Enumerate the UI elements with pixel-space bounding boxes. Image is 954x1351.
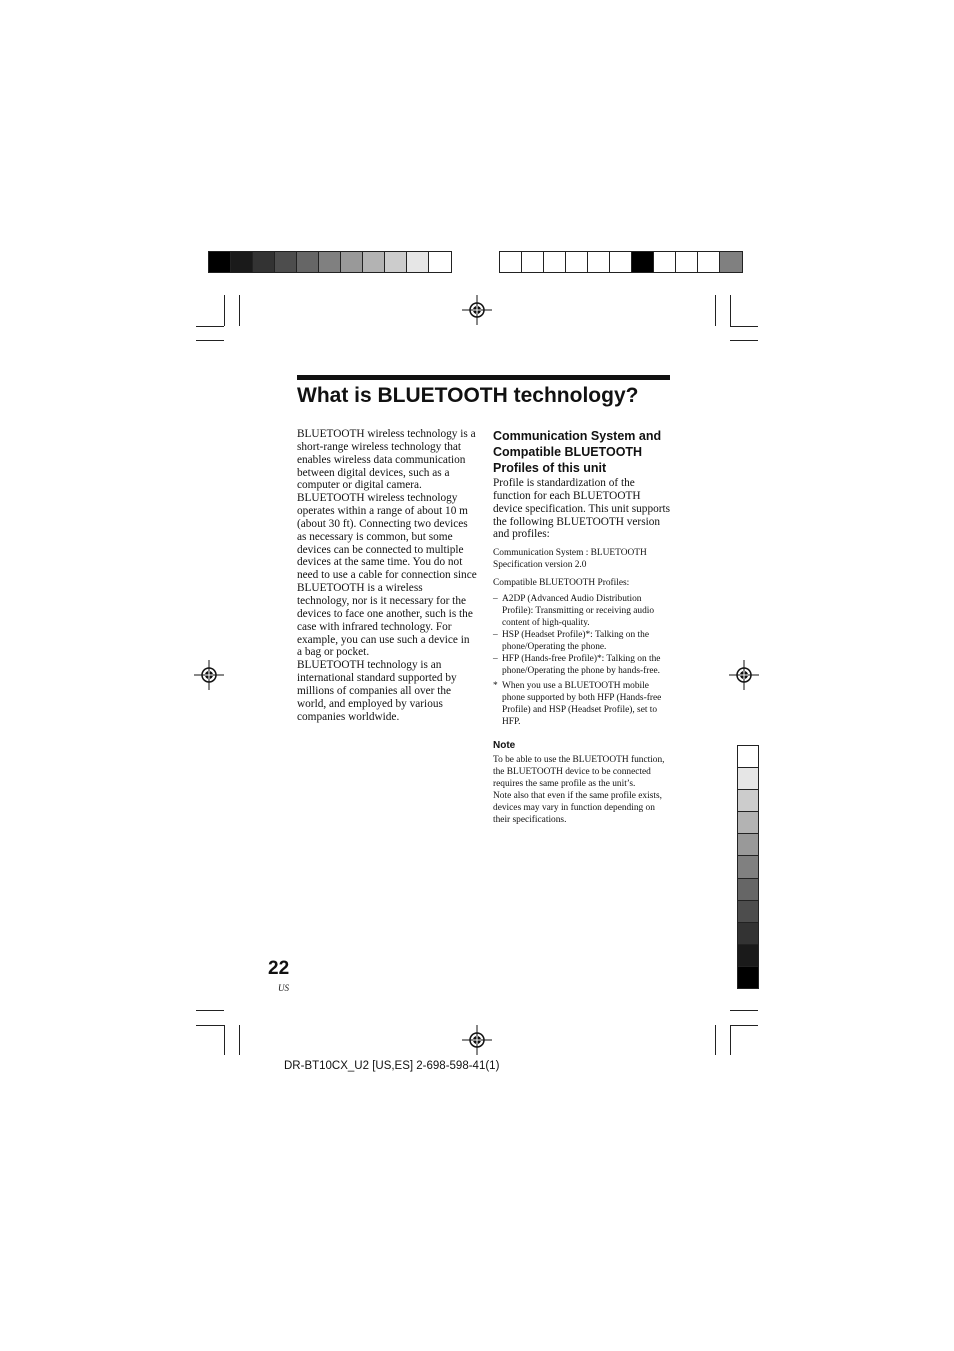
crop-mark — [730, 340, 758, 341]
swatch — [632, 252, 654, 272]
registration-mark-icon — [462, 1025, 492, 1055]
swatch — [341, 252, 363, 272]
swatch — [275, 252, 297, 272]
document-code: DR-BT10CX_U2 [US,ES] 2-698-598-41(1) — [284, 1060, 500, 1072]
footnote-text: When you use a BLUETOOTH mobile phone supported by both HFP (Hands-free Profile) and HSP (Headset Profile), set to HFP. — [502, 681, 662, 728]
swatch — [738, 746, 758, 768]
profile-list — [493, 593, 671, 677]
swatch — [738, 768, 758, 790]
swatch — [429, 252, 451, 272]
swatch — [738, 923, 758, 945]
note-line: Note also that even if the same profile exists, devices may vary in function depending on their specifications. — [493, 791, 662, 826]
list-item — [493, 653, 671, 677]
crop-mark — [196, 340, 224, 341]
profile-text: A2DP (Advanced Audio Distribution Profile): Transmitting or receiving audio content of high-quality. — [502, 594, 655, 629]
swatch — [738, 945, 758, 967]
swatch — [588, 252, 610, 272]
footnote — [493, 680, 671, 728]
registration-mark-icon — [729, 660, 759, 690]
profile-text: HFP (Hands-free Profile)*: Talking on the phone/Operating the phone by hands-free. — [502, 654, 661, 677]
swatch — [544, 252, 566, 272]
profile-intro: Profile is standardization of the function for each BLUETOOTH device specification. This unit supports the following BLUETOOTH version and profiles: — [493, 477, 671, 541]
bullet-marker: – — [493, 630, 498, 641]
swatch — [319, 252, 341, 272]
right-column — [493, 428, 671, 826]
note-heading: Note — [493, 740, 516, 752]
profiles-label: Compatible BLUETOOTH Profiles: — [493, 578, 630, 589]
swatch — [522, 252, 544, 272]
title-rule — [297, 375, 670, 380]
list-item — [493, 593, 671, 629]
list-item — [493, 629, 671, 653]
intro-paragraph: BLUETOOTH wireless technology is a short-range wireless technology that enables wireless data communication between digital devices, such as a computer or digital camera. BLUETOOTH wireless technology operates within a range of about 10 m (about 30 ft). Connecting two devices as necessary is common, but some devices can be connected to multiple devices at the same time. You do not need to use a cable for connection since BLUETOOTH is a wireless technology, nor is it necessary for the devices to face one another, such is the case with infrared technology. For example, you can use such a device in a bag or pocket. — [297, 428, 477, 659]
page-title: What is BLUETOOTH technology? — [297, 384, 639, 407]
swatch — [363, 252, 385, 272]
crop-mark — [196, 1010, 224, 1011]
swatch — [385, 252, 407, 272]
swatch — [738, 834, 758, 856]
calibration-bar-right — [499, 251, 743, 273]
swatch — [738, 901, 758, 923]
crop-mark — [224, 1025, 225, 1055]
footnote-marker: * — [493, 681, 498, 692]
swatch — [738, 790, 758, 812]
crop-mark — [730, 1025, 758, 1026]
swatch — [297, 252, 319, 272]
crop-mark — [224, 295, 225, 326]
swatch — [720, 252, 742, 272]
crop-mark — [730, 326, 758, 327]
crop-mark — [196, 326, 224, 327]
bullet-marker: – — [493, 594, 498, 605]
crop-mark — [730, 295, 731, 326]
swatch — [253, 252, 275, 272]
crop-mark — [715, 295, 716, 326]
crop-mark — [196, 1025, 224, 1026]
swatch — [231, 252, 253, 272]
crop-mark — [730, 1025, 731, 1055]
calibration-bar-left — [208, 251, 452, 273]
bullet-marker: – — [493, 654, 498, 665]
swatch — [407, 252, 429, 272]
swatch — [738, 967, 758, 988]
swatch — [738, 812, 758, 834]
registration-mark-icon — [462, 295, 492, 325]
swatch — [738, 856, 758, 878]
side-tab-strip — [737, 745, 759, 989]
note-line: To be able to use the BLUETOOTH function, the BLUETOOTH device to be connected requires the same profile as the unit’s. — [493, 755, 665, 790]
page-number: 22 — [268, 958, 290, 979]
section-heading: Communication System and Compatible BLUETOOTH Profiles of this unit — [493, 429, 662, 475]
crop-mark — [730, 1010, 758, 1011]
comm-system: Communication System : BLUETOOTH Specification version 2.0 — [493, 548, 647, 571]
page-region: US — [278, 983, 289, 993]
swatch — [566, 252, 588, 272]
swatch — [500, 252, 522, 272]
crop-mark — [239, 1025, 240, 1055]
swatch — [676, 252, 698, 272]
standard-paragraph: BLUETOOTH technology is an international standard supported by millions of companies all over the world, and employed by various companies worldwide. — [297, 659, 457, 723]
swatch — [654, 252, 676, 272]
swatch — [610, 252, 632, 272]
left-column — [297, 428, 477, 723]
swatch — [738, 879, 758, 901]
crop-mark — [715, 1025, 716, 1055]
swatch — [698, 252, 720, 272]
swatch — [209, 252, 231, 272]
profile-text: HSP (Headset Profile)*: Talking on the phone/Operating the phone. — [502, 630, 649, 653]
registration-mark-icon — [194, 660, 224, 690]
crop-mark — [239, 295, 240, 326]
